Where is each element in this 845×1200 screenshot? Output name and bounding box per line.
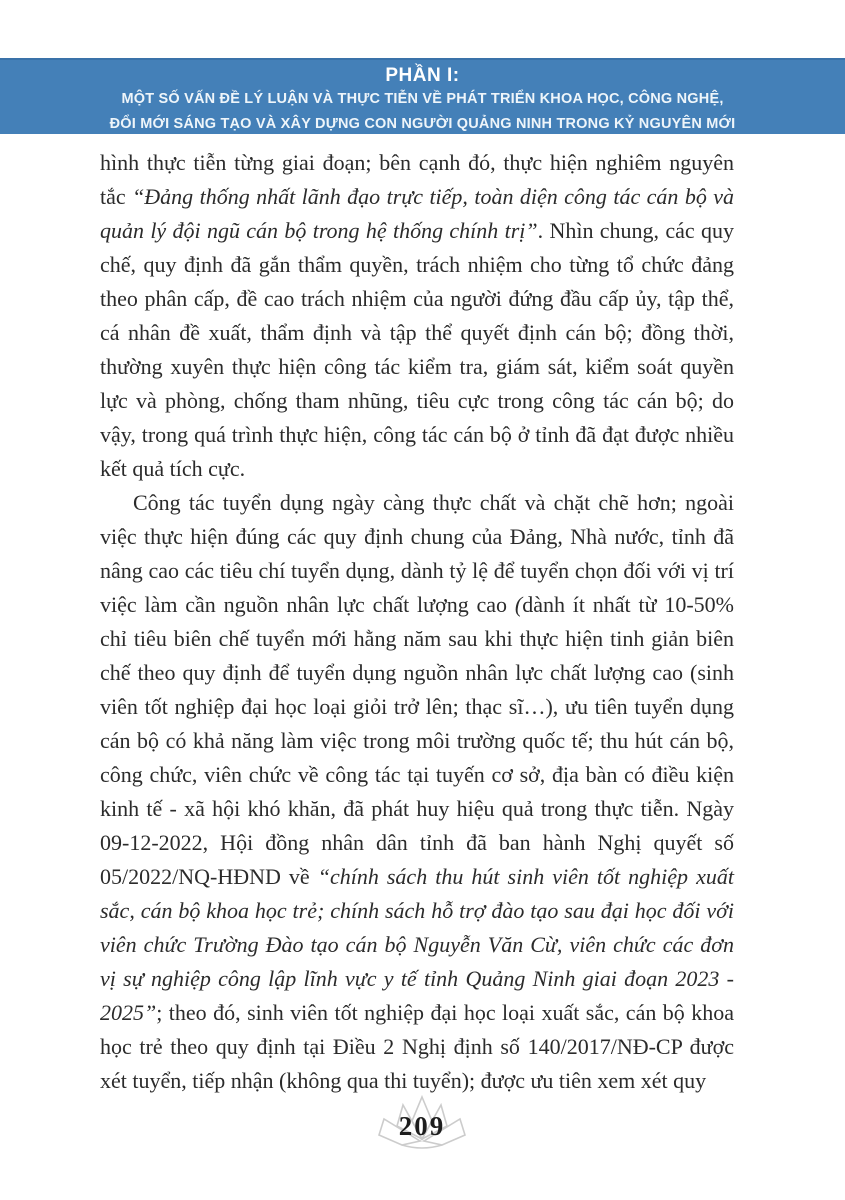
- lotus-ornament-icon: [372, 1094, 472, 1154]
- chapter-header-banner: [0, 58, 845, 134]
- chapter-subtitle-line1: MỘT SỐ VẤN ĐỀ LÝ LUẬN VÀ THỰC TIỄN VỀ PHÁT TRIỂN KHOA HỌC, CÔNG NGHỆ,: [121, 91, 724, 107]
- page-footer: [0, 1094, 845, 1164]
- paragraph: [100, 486, 734, 1098]
- part-label: PHẦN I:: [385, 65, 460, 86]
- text-run: ; theo đó, sinh viên tốt nghiệp đại học loại xuất sắc, cán bộ khoa học trẻ theo quy định tại Điều 2 Nghị định số 140/2017/NĐ-CP được xét tuyển, tiếp nhận (không qua thi tuyển); được ưu tiên xem xét quy: [100, 1000, 734, 1093]
- text-run-italic-quote: “chính sách thu hút sinh viên tốt nghiệp xuất sắc, cán bộ khoa học trẻ; chính sách hỗ trợ đào tạo sau đại học đối với viên chức Trường Đào tạo cán bộ Nguyễn Văn Cừ, viên chức các đơn vị sự nghiệp công lập lĩnh vực y tế tỉnh Quảng Ninh giai đoạn 2023 - 2025”: [100, 864, 734, 1025]
- text-run: hình thực tiễn từng giai đoạn; bên cạnh đó, thực hiện nghiêm nguyên tắc: [100, 150, 734, 209]
- text-run: . Nhìn chung, các quy chế, quy định đã gắn thẩm quyền, trách nhiệm cho từng tổ chức đảng theo phân cấp, đề cao trách nhiệm của người đứng đầu cấp ủy, tập thể, cá nhân đề xuất, thẩm định và tập thể quyết định cán bộ; đồng thời, thường xuyên thực hiện công tác kiểm tra, giám sát, kiểm soát quyền lực và phòng, chống tham nhũng, tiêu cực trong công tác cán bộ; do vậy, trong quá trình thực hiện, công tác cán bộ ở tỉnh đã đạt được nhiều kết quả tích cực.: [100, 218, 734, 481]
- page-number: 209: [398, 1111, 446, 1141]
- text-run: Công tác tuyển dụng ngày càng thực chất và chặt chẽ hơn; ngoài việc thực hiện đúng các quy định chung của Đảng, Nhà nước, tỉnh đã nâng cao các tiêu chí tuyển dụng, dành tỷ lệ để tuyển chọn đối với vị trí việc làm cần nguồn nhân lực chất lượng cao: [100, 490, 734, 617]
- text-run-italic: (: [514, 592, 523, 617]
- text-run-italic-quote: “Đảng thống nhất lãnh đạo trực tiếp, toàn diện công tác cán bộ và quản lý đội ngũ cán bộ trong hệ thống chính trị”: [100, 184, 734, 243]
- body-text: [100, 146, 734, 1098]
- text-run: dành ít nhất từ 10-50% chỉ tiêu biên chế tuyển mới hằng năm sau khi thực hiện tinh giản biên chế theo quy định để tuyển dụng nguồn nhân lực chất lượng cao (sinh viên tốt nghiệp đại học loại giỏi trở lên; thạc sĩ…), ưu tiên tuyển dụng cán bộ có khả năng làm việc trong môi trường quốc tế; thu hút cán bộ, công chức, viên chức về công tác tại tuyến cơ sở, địa bàn có điều kiện kinh tế - xã hội khó khăn, đã phát huy hiệu quả trong thực tiễn. Ngày 09-12-2022, Hội đồng nhân dân tỉnh đã ban hành Nghị quyết số 05/2022/NQ-HĐND về: [100, 592, 734, 889]
- chapter-subtitle-line2: ĐỔI MỚI SÁNG TẠO VÀ XÂY DỰNG CON NGƯỜI QUẢNG NINH TRONG KỶ NGUYÊN MỚI: [109, 115, 736, 132]
- paragraph: [100, 146, 734, 486]
